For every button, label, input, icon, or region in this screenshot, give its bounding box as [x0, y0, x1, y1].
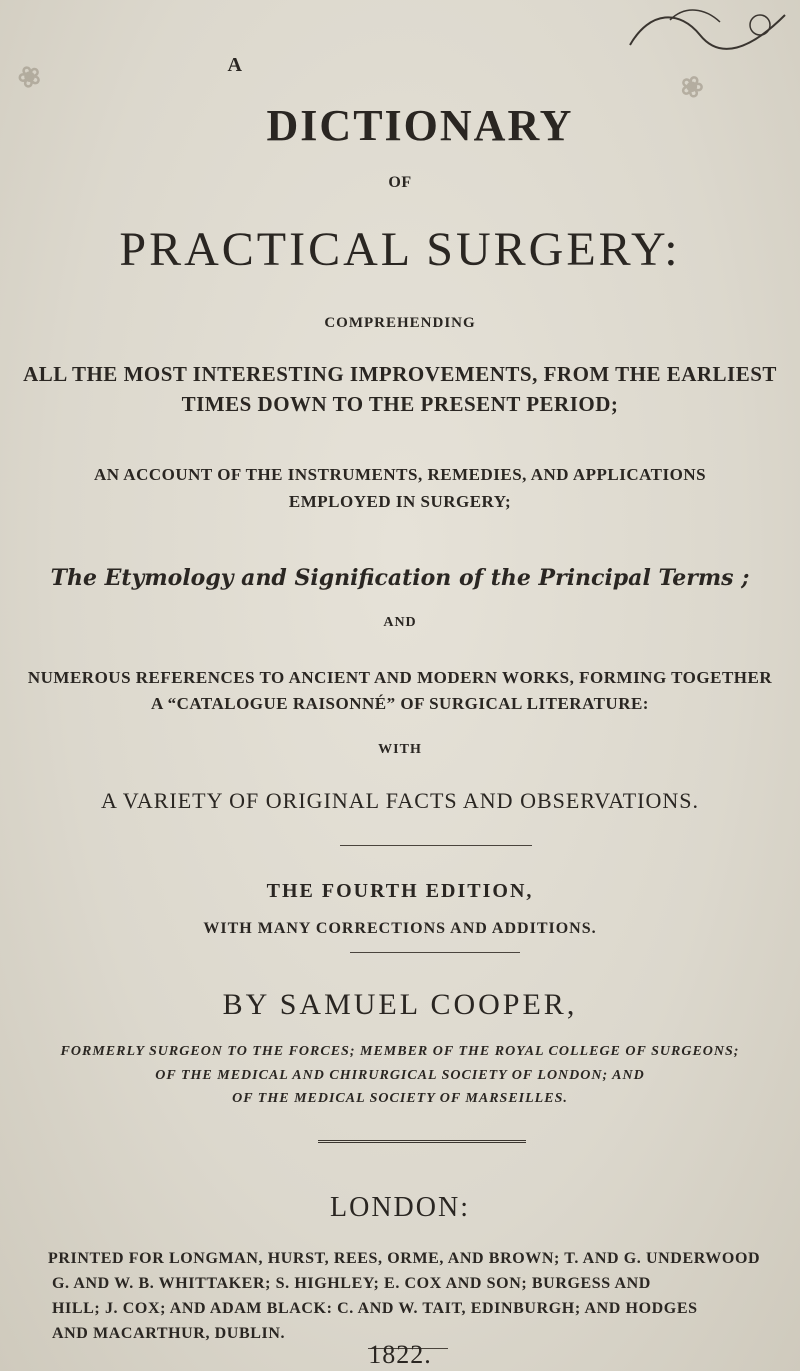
divider-rule [340, 845, 532, 846]
account-line-2: EMPLOYED IN SURGERY; [288, 492, 512, 511]
affiliation-line-1: FORMERLY SURGEON TO THE FORCES; MEMBER OF THE ROYAL COLLEGE OF SURGEONS; [60, 1044, 740, 1059]
variety-line: A VARIETY OF ORIGINAL FACTS AND OBSERVATIONS. [101, 788, 699, 813]
account-line-1: AN ACCOUNT OF THE INSTRUMENTS, REMEDIES, AND APPLICATIONS [93, 465, 707, 484]
author-line: BY SAMUEL COOPER, [222, 988, 578, 1021]
handwritten-scrawl-icon [610, 0, 800, 60]
corrections-line: WITH MANY CORRECTIONS AND ADDITIONS. [203, 920, 597, 937]
with-word: WITH [378, 742, 422, 757]
references-line-1: NUMEROUS REFERENCES TO ANCIENT AND MODERN WORKS, FORMING TOGETHER [27, 668, 773, 687]
affiliation-line-2: OF THE MEDICAL AND CHIRURGICAL SOCIETY OF LONDON; AND [155, 1068, 645, 1083]
printer-line-3: HILL; J. COX; AND ADAM BLACK: C. AND W. TAIT, EDINBURGH; AND HODGES [52, 1300, 698, 1317]
divider-rule [350, 952, 520, 953]
improvements-line-1: ALL THE MOST INTERESTING IMPROVEMENTS, FROM THE EARLIEST [23, 362, 777, 386]
references-line-2: A “CATALOGUE RAISONNÉ” OF SURGICAL LITERATURE: [151, 694, 649, 713]
publication-year: 1822. [368, 1340, 432, 1369]
printer-line-4: AND MACARTHUR, DUBLIN. [52, 1325, 286, 1342]
subject-title: PRACTICAL SURGERY: [119, 223, 681, 276]
title-connector: OF [388, 174, 412, 191]
and-word: AND [383, 615, 417, 630]
edition-line: THE FOURTH EDITION, [266, 880, 534, 902]
title-article: A [227, 54, 243, 76]
affiliation-line-3: OF THE MEDICAL SOCIETY OF MARSEILLES. [232, 1091, 568, 1106]
double-divider-rule [318, 1140, 526, 1143]
etymology-line: The Etymology and Signification of the Principal Terms ; [50, 565, 750, 591]
library-stamp-right: ❀ [675, 68, 708, 107]
improvements-line-2: TIMES DOWN TO THE PRESENT PERIOD; [181, 392, 619, 416]
printer-line-2: G. AND W. B. WHITTAKER; S. HIGHLEY; E. COX AND SON; BURGESS AND [52, 1275, 651, 1292]
printer-line-1: PRINTED FOR LONGMAN, HURST, REES, ORME, AND BROWN; T. AND G. UNDERWOOD [48, 1250, 761, 1267]
imprint-city: LONDON: [330, 1192, 470, 1223]
comprehending-label: COMPREHENDING [324, 315, 476, 331]
main-title: DICTIONARY [266, 101, 574, 150]
library-stamp-left: ❀ [12, 58, 48, 97]
